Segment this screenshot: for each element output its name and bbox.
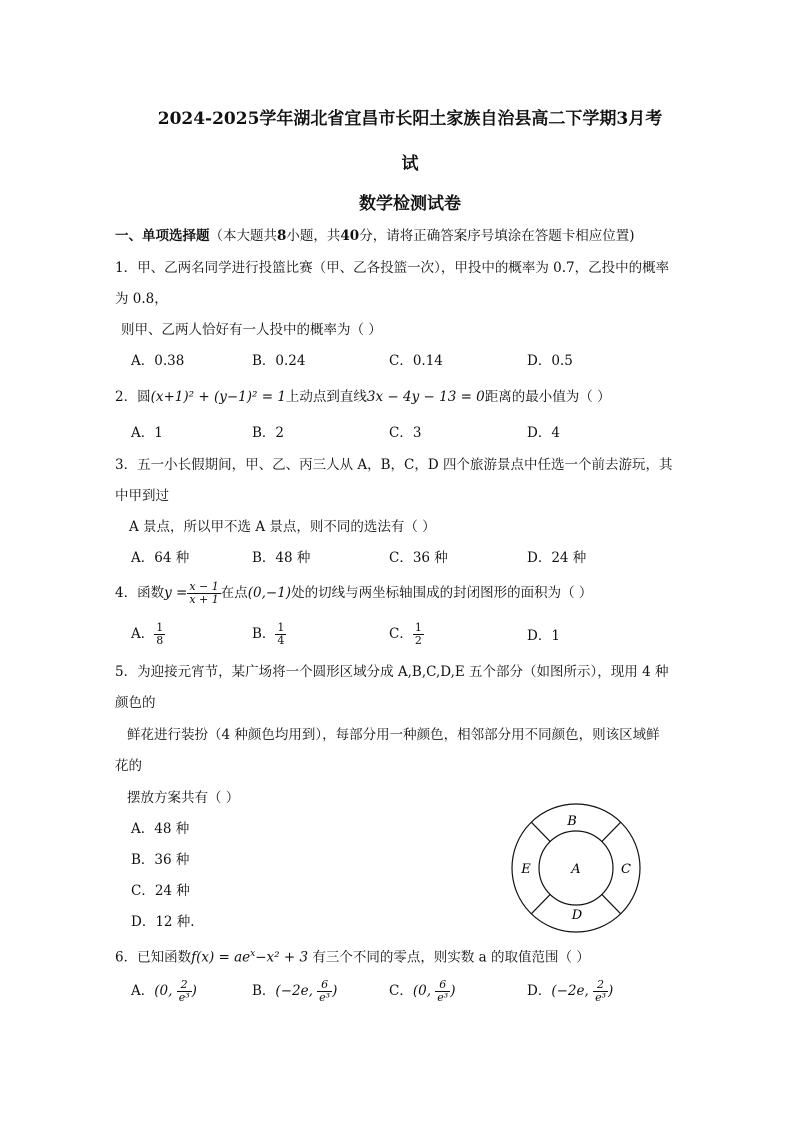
q5-ring-figure — [505, 803, 647, 933]
q2-line-equation: 3x − 4y − 13 = 0 — [366, 389, 485, 405]
q4-option-b-label: B． — [252, 626, 276, 642]
q4-frac-den: x + 1 — [189, 593, 219, 606]
q4-option-c-den: 2 — [414, 634, 422, 647]
q6-func: f(x) = ae — [191, 949, 251, 966]
q5-line5: 摆放方案共有（ ） — [127, 790, 240, 806]
ring-divider-sw — [531, 894, 550, 913]
q6-option-c-label: C． — [389, 983, 413, 999]
q4-prefix: 4．函数 — [115, 585, 165, 601]
ring-label-c: C — [621, 862, 631, 877]
q6-stem — [115, 945, 590, 967]
q4-option-a-num: 1 — [156, 621, 164, 634]
q4-mid: 在点 — [220, 585, 248, 601]
q6-prefix: 6．已知函数 — [115, 949, 192, 966]
q4-point: (0,−1) — [247, 585, 292, 601]
q5-line3: 鲜花进行装扮（4 种颜色均用到），每部分用一种颜色，相邻部分用不同颜色，则该区域鲜 — [127, 727, 660, 743]
q3-line2: 中甲到过 — [115, 488, 169, 504]
q4-option-b-den: 4 — [277, 634, 285, 647]
q6-option-a-open: (0, — [154, 983, 177, 999]
q6-option-a-label: A． — [131, 983, 155, 999]
q4-fraction — [187, 581, 220, 606]
section-count: 8 — [277, 228, 287, 244]
q6-option-d[interactable] — [527, 978, 613, 1004]
q4-stem — [115, 580, 592, 606]
q4-suffix: 处的切线与两坐标轴围成的封闭图形的面积为（ ） — [291, 585, 593, 601]
q2-prefix: 2．圆 — [115, 389, 151, 405]
q6-option-a-close: ) — [191, 983, 197, 999]
q4-option-c-frac — [413, 622, 424, 647]
q6-option-d-open: (−2e, — [551, 983, 594, 999]
q6-option-d-num: 2 — [593, 979, 608, 992]
q6-option-b[interactable] — [252, 978, 337, 1004]
exam-title-line2: 试 — [401, 154, 419, 174]
ring-label-d: D — [571, 908, 583, 923]
q2-option-d[interactable]: D．4 — [527, 425, 560, 441]
q6-option-d-frac — [593, 979, 608, 1004]
q6-suffix: 有三个不同的零点，则实数 a 的取值范围（ ） — [312, 949, 590, 966]
q5-line4: 花的 — [115, 758, 142, 774]
q4-option-b-frac — [275, 622, 286, 647]
q6-option-c-open: (0, — [412, 983, 436, 999]
q1-option-b[interactable]: B．0.24 — [252, 353, 306, 369]
q5-option-b[interactable]: B．36 种 — [131, 852, 190, 868]
q6-option-d-close: ) — [608, 983, 614, 999]
q3-option-b[interactable]: B．48 种 — [252, 550, 311, 566]
q1-option-a[interactable]: A．0.38 — [131, 353, 185, 369]
ring-divider-ne — [531, 822, 550, 841]
q6-option-b-num: 6 — [317, 979, 332, 992]
q4-option-a[interactable] — [131, 622, 165, 647]
q6-option-c-close: ) — [450, 983, 456, 999]
q2-option-b[interactable]: B．2 — [252, 425, 285, 441]
q6-option-d-den: e³ — [595, 991, 606, 1004]
q1-line2: 为 0.8， — [115, 291, 168, 307]
q1-option-d[interactable]: D．0.5 — [527, 353, 573, 369]
q6-option-a-frac — [177, 979, 192, 1004]
q6-func-rest: −x² + 3 — [255, 949, 309, 966]
q6-option-c-den: e³ — [437, 991, 449, 1004]
q3-line3: A 景点，所以甲不选 A 景点，则不同的选法有（ ） — [129, 519, 436, 535]
q6-option-c[interactable] — [389, 978, 456, 1004]
q6-option-a-den: e³ — [178, 991, 190, 1004]
q4-option-c-num: 1 — [414, 621, 422, 634]
q4-option-b-num: 1 — [277, 621, 285, 634]
exam-title-line1: 2024-2025学年湖北省宜昌市长阳土家族自治县高二下学期3月考 — [157, 109, 663, 129]
q5-option-d[interactable]: D．12 种. — [131, 914, 195, 930]
q4-option-a-frac — [154, 622, 165, 647]
q1-line3: 则甲、乙两人恰好有一人投中的概率为（ ） — [121, 322, 382, 338]
q5-line2: 颜色的 — [115, 695, 156, 711]
q4-frac-num: x − 1 — [189, 580, 219, 593]
q4-func: y = — [164, 585, 188, 601]
q2-option-a[interactable]: A．1 — [131, 425, 163, 441]
q6-option-d-label: D． — [527, 983, 552, 999]
q2-circle-equation: (x+1)² + (y−1)² = 1 — [150, 389, 286, 405]
ring-divider-nw — [602, 822, 621, 841]
q2-mid: 上动点到直线 — [285, 389, 367, 405]
q6-option-b-open: (−2e, — [275, 983, 318, 999]
q4-option-c-label: C． — [389, 626, 413, 642]
section-title: 一、单项选择题 — [115, 228, 210, 244]
section-note-c: 分，请将正确答案序号填涂在答题卡相应位置) — [359, 228, 635, 244]
ring-label-b: B — [567, 814, 577, 829]
section-note-a: （本大题共 — [209, 228, 277, 244]
q4-option-b[interactable] — [252, 622, 286, 647]
q2-option-c[interactable]: C．3 — [389, 425, 422, 441]
q1-line1: 1．甲、乙两名同学进行投篮比赛（甲、乙各投篮一次），甲投中的概率为 0.7，乙投中的概率 — [115, 260, 670, 276]
exam-subtitle: 数学检测试卷 — [359, 194, 461, 214]
q6-option-b-label: B． — [252, 983, 276, 999]
q4-option-a-den: 8 — [156, 634, 164, 647]
q6-option-c-frac — [435, 979, 450, 1004]
q1-option-c[interactable]: C．0.14 — [389, 353, 443, 369]
ring-label-e: E — [521, 862, 531, 877]
q4-option-c[interactable] — [389, 622, 424, 647]
q6-exponent: x — [250, 949, 256, 959]
q5-line1: 5．为迎接元宵节，某广场将一个圆形区域分成 A,B,C,D,E 五个部分（如图所示），现用 4 种 — [115, 664, 669, 680]
q6-option-a[interactable] — [131, 978, 197, 1004]
section-heading — [115, 227, 634, 245]
ring-divider-se — [602, 894, 621, 913]
ring-label-a: A — [571, 862, 581, 877]
q3-option-a[interactable]: A．64 种 — [131, 550, 190, 566]
q6-option-c-num: 6 — [435, 979, 450, 992]
q3-option-c[interactable]: C．36 种 — [389, 550, 448, 566]
q3-option-d[interactable]: D．24 种 — [527, 550, 587, 566]
q4-option-d[interactable]: D．1 — [527, 628, 560, 644]
q6-option-a-num: 2 — [177, 979, 192, 992]
q2-stem — [115, 388, 611, 406]
section-score: 40 — [340, 228, 360, 244]
q2-suffix: 距离的最小值为（ ） — [484, 389, 611, 405]
q5-option-a[interactable]: A．48 种 — [131, 821, 190, 837]
q4-option-a-label: A． — [131, 626, 155, 642]
q6-option-b-den: e³ — [319, 991, 331, 1004]
section-note-b: 小题，共 — [286, 228, 341, 244]
q5-option-c[interactable]: C．24 种 — [131, 883, 190, 899]
q3-line1: 3．五一小长假期间，甲、乙、丙三人从 A，B，C，D 四个旅游景点中任选一个前去游玩，其 — [115, 457, 673, 473]
q6-option-b-frac — [317, 979, 332, 1004]
q6-option-b-close: ) — [332, 983, 338, 999]
